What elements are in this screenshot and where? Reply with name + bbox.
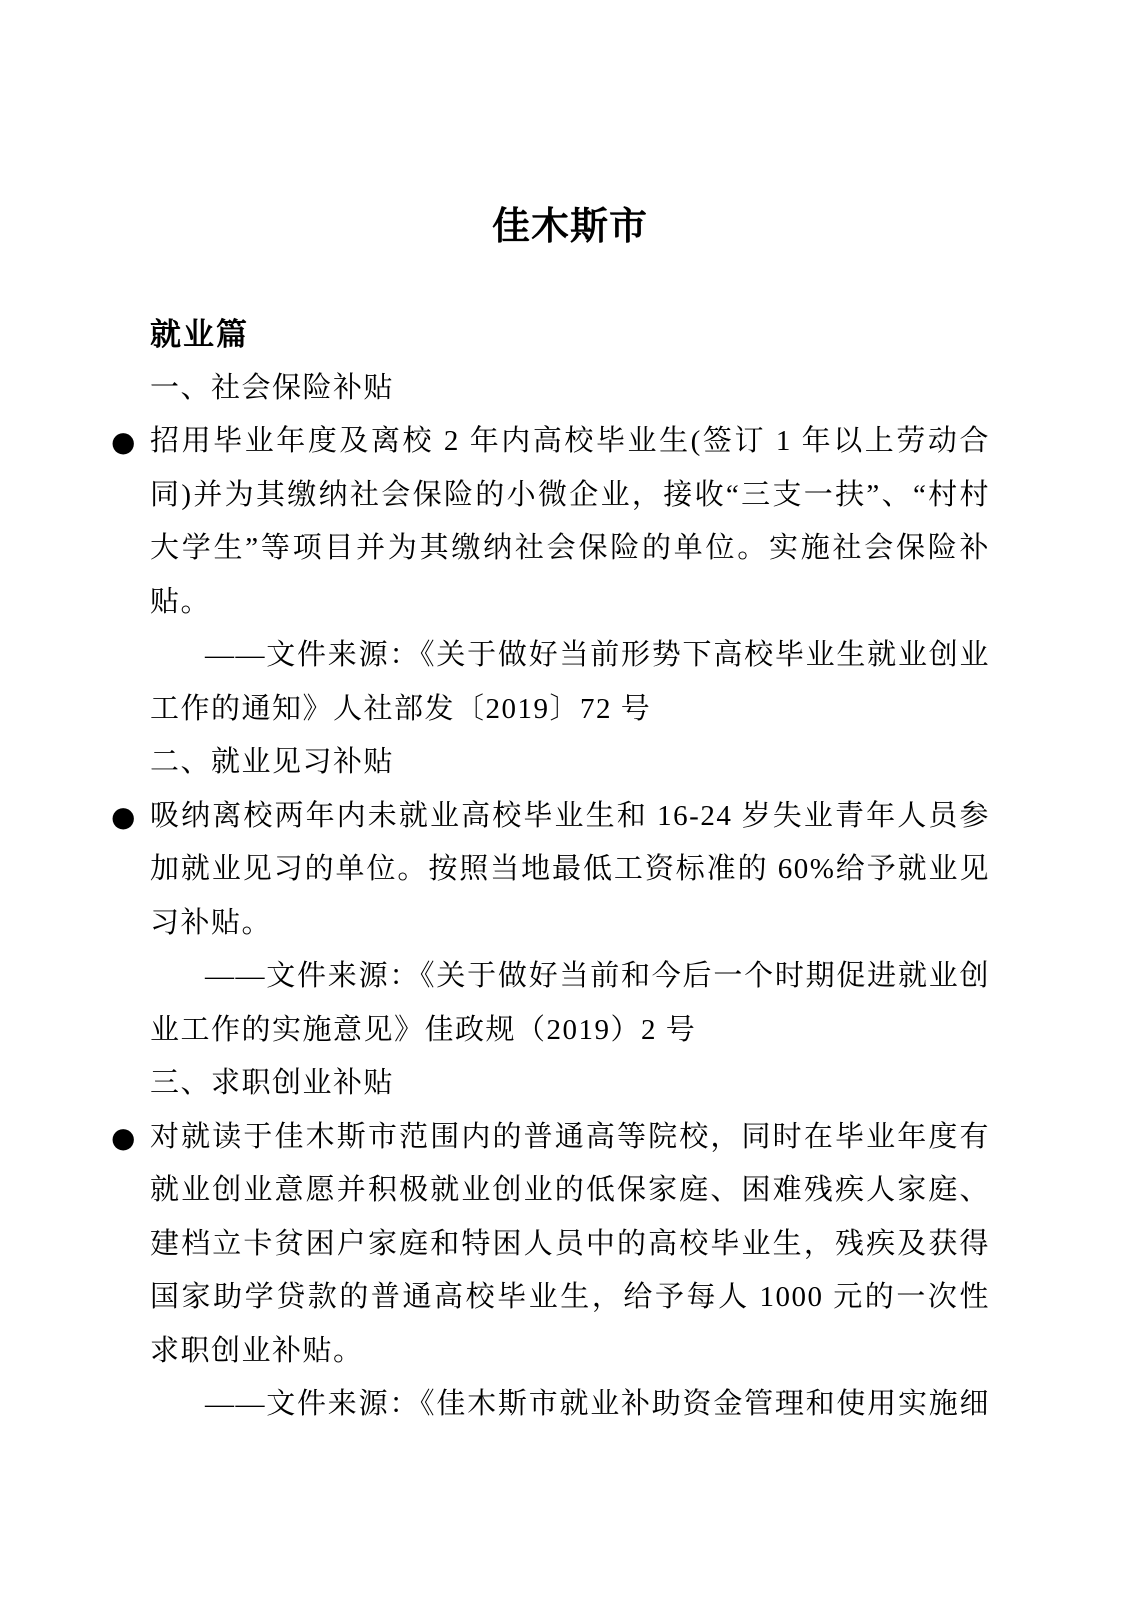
subsection-heading-1: 一、社会保险补贴 — [150, 371, 395, 404]
policy-paragraph-3 — [111, 1111, 990, 1379]
policy-paragraph-1 — [111, 415, 990, 629]
policy-text-2: 吸纳离校两年内未就业高校毕业生和 16-24 岁失业青年人员参加就业见习的单位。按照当地最低工资标准的 60%给予就业见习补贴。 — [150, 799, 990, 939]
subsection-heading-3: 三、求职创业补贴 — [150, 1067, 395, 1099]
bullet-icon: ● — [111, 1120, 136, 1154]
page-title: 佳木斯市 — [491, 206, 648, 248]
section-heading: 就业篇 — [150, 317, 249, 352]
bullet-icon: ● — [111, 799, 136, 833]
source-line-2: ——文件来源：《关于做好当前和今后一个时期促进就业创业工作的实施意见》佳政规（2019）2 号 — [150, 960, 990, 1046]
document-body — [111, 308, 990, 1432]
policy-paragraph-2 — [111, 790, 990, 951]
bullet-icon: ● — [111, 425, 136, 458]
policy-text-1: 招用毕业年度及离校 2 年内高校毕业生(签订 1 年以上劳动合同)并为其缴纳社会保险的小微企业，接收“三支一扶”、“村村大学生”等项目并为其缴纳社会保险的单位。实施社会保险补贴。 — [150, 425, 990, 618]
source-line-1: ——文件来源：《关于做好当前形势下高校毕业生就业创业工作的通知》人社部发〔2019〕72 号 — [150, 639, 990, 725]
subsection-heading-2: 二、就业见习补贴 — [150, 746, 395, 778]
source-line-3: ——文件来源：《佳木斯市就业补助资金管理和使用实施细 — [205, 1388, 990, 1420]
policy-text-3: 对就读于佳木斯市范围内的普通高等院校，同时在毕业年度有就业创业意愿并积极就业创业的低保家庭、困难残疾人家庭、建档立卡贫困户家庭和特困人员中的高校毕业生，残疾及获得国家助学贷款的普通高校毕业生，给予每人 1000 元的一次性求职创业补贴。 — [150, 1120, 990, 1367]
